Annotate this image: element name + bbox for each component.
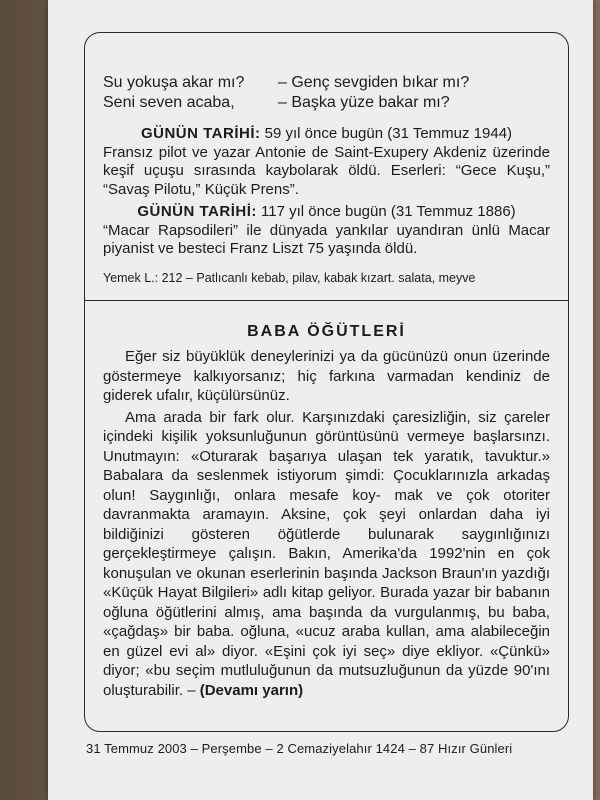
- article-section: [85, 301, 568, 700]
- page-footer-date: 31 Temmuz 2003 – Perşembe – 2 Cemaziyelahır 1424 – 87 Hızır Günleri: [86, 741, 513, 756]
- food-menu: Yemek L.: 212 – Patlıcanlı kebab, pilav, kabak kızart. salata, meyve: [103, 270, 476, 285]
- article-paragraph: [103, 408, 550, 701]
- poem-line-right: – Genç sevgiden bıkar mı?: [278, 74, 470, 91]
- history-lead: 59 yıl önce bugün (31 Temmuz 1944): [264, 125, 513, 142]
- history-heading: [103, 203, 550, 222]
- history-entry: [103, 203, 550, 259]
- poem-line-right: – Başka yüze bakar mı?: [278, 94, 450, 111]
- history-body: “Macar Rapsodileri” ile dünyada yankılar uyandıran ünlü Macar piyanist ve besteci Franz Liszt 75 yaşında öldü.: [103, 221, 550, 257]
- article-body: [103, 347, 550, 700]
- top-section: [85, 33, 568, 301]
- content-frame: [84, 32, 569, 732]
- poem-line: [103, 93, 550, 113]
- history-entry: [103, 125, 550, 199]
- poem-line-left: Su yokuşa akar mı?: [103, 74, 245, 91]
- poem-line-left: Seni seven acaba,: [103, 94, 235, 111]
- history-heading: [103, 125, 550, 144]
- history-tag: GÜNÜN TARİHİ:: [140, 125, 261, 142]
- history-body: Fransız pilot ve yazar Antonie de Saint-Exupery Akdeniz üzerinde keşif uçuşu sırasında kaybolarak öldü. Eserleri: “Gece Kuşu,” “Savaş Pilotu,” Küçük Prens”.: [103, 143, 550, 198]
- continued-note: (Devamı yarın): [199, 681, 304, 699]
- history-lead: 117 yıl önce bugün (31 Temmuz 1886): [261, 203, 516, 220]
- poem: [103, 73, 550, 113]
- article-paragraph-text: Ama arada bir fark olur. Karşınızdaki çaresizliğin, siz çareler içindeki kişilik yoksunluğunun görüntüsünü vermeye başlarsınzı. Unutmayın: «Oturarak başarıya ulaşan tek yaratık, tavuktur.» Babalara da seslenmek istiyorum şimdi: Çocuklarınızla arkadaş olun! Saygınlığı, onlara mesafe koy- mak ve çok otoriter davranmakta aramayın. Aksine, çok şeyi onlardan daha iyi bildiğinizi gösteren öğütlerde bulunarak saygınlığınızı gerçekleştirmeye çalışın. Bakın, Amerika'da 1992'nin en çok konuşulan ve okunan eserlerinin başında Jackson Braun'ın yazdığı «Küçük Hayat Bilgileri» adlı kitap geliyor. Burada yazar bir babanın oğluna öğütlerini almış, ama başında da vurgulanmış, bu baba, «çağdaş» bir baba. oğluna, «ucuz araba kullan, ama alabileceğin en güzel evi al» diyor. «Eşini çok iyi seç» diye ekliyor. «Çünkü» diyor; «bu seçim mutluluğunun da mutsuzluğunun da yüzde 90'ını oluşturabilir. –: [103, 408, 550, 699]
- poem-line: [103, 73, 550, 93]
- article-title: BABA ÖĞÜTLERİ: [247, 323, 406, 340]
- history-tag: GÜNÜN TARİHİ:: [137, 203, 257, 220]
- article-paragraph: Eğer siz büyüklük deneylerinizi ya da gücünüzü onun üzerinde göstermeye kalkıyorsanız; hiç farkına varmadan kendiniz de giderek ufalır, küçülürsünüz.: [103, 348, 550, 404]
- calendar-page: [48, 0, 593, 800]
